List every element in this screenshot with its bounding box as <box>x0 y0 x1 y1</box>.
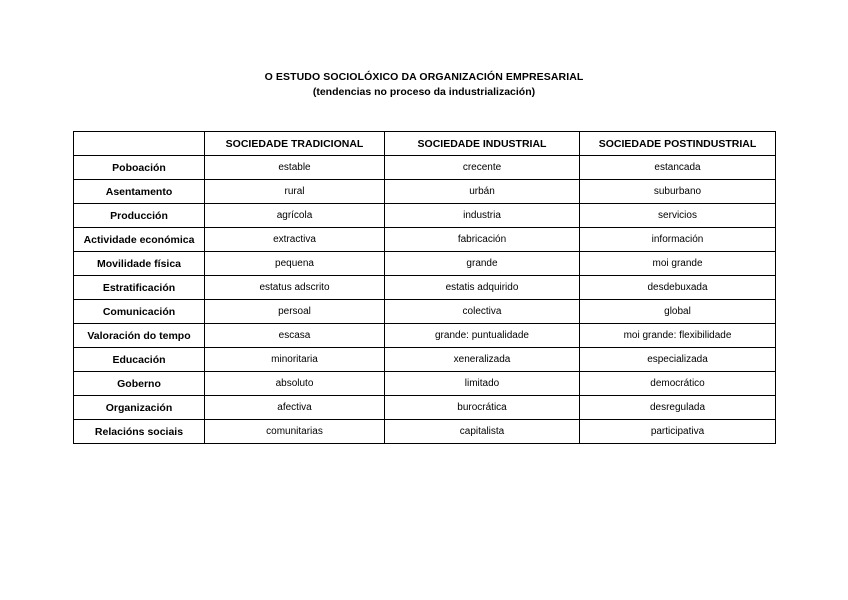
table-cell: estable <box>205 156 385 180</box>
table-cell: industria <box>385 204 580 228</box>
header-corner-cell <box>74 132 205 156</box>
row-label: Comunicación <box>74 300 205 324</box>
table-cell: pequena <box>205 252 385 276</box>
table-row <box>74 324 776 348</box>
row-label: Valoración do tempo <box>74 324 205 348</box>
table-cell: información <box>580 228 776 252</box>
table-cell: desregulada <box>580 396 776 420</box>
row-label: Actividade económica <box>74 228 205 252</box>
table-cell: especializada <box>580 348 776 372</box>
table-cell: estancada <box>580 156 776 180</box>
row-label: Asentamento <box>74 180 205 204</box>
table-cell: extractiva <box>205 228 385 252</box>
table-cell: democrático <box>580 372 776 396</box>
table-cell: moi grande: flexibilidade <box>580 324 776 348</box>
header-traditional: SOCIEDADE TRADICIONAL <box>205 132 385 156</box>
table-cell: minoritaria <box>205 348 385 372</box>
row-label: Producción <box>74 204 205 228</box>
table-row <box>74 276 776 300</box>
table-cell: comunitarias <box>205 420 385 444</box>
document-title: O ESTUDO SOCIOLÓXICO DA ORGANIZACIÓN EMPRESARIAL <box>264 71 584 83</box>
row-label: Poboación <box>74 156 205 180</box>
table-cell: global <box>580 300 776 324</box>
table-row <box>74 252 776 276</box>
table-cell: xeneralizada <box>385 348 580 372</box>
table-cell: afectiva <box>205 396 385 420</box>
table-row <box>74 372 776 396</box>
table-cell: rural <box>205 180 385 204</box>
row-label: Organización <box>74 396 205 420</box>
row-label: Goberno <box>74 372 205 396</box>
table-row <box>74 300 776 324</box>
table-row <box>74 348 776 372</box>
table-cell: agrícola <box>205 204 385 228</box>
table-cell: burocrática <box>385 396 580 420</box>
table-cell: estatis adquirido <box>385 276 580 300</box>
table-cell: moi grande <box>580 252 776 276</box>
row-label: Educación <box>74 348 205 372</box>
table-row <box>74 396 776 420</box>
table-row <box>74 156 776 180</box>
header-industrial: SOCIEDADE INDUSTRIAL <box>385 132 580 156</box>
table-cell: crecente <box>385 156 580 180</box>
table-row <box>74 228 776 252</box>
table-cell: participativa <box>580 420 776 444</box>
table-cell: suburbano <box>580 180 776 204</box>
table-row <box>74 420 776 444</box>
table-cell: limitado <box>385 372 580 396</box>
table-row <box>74 204 776 228</box>
table-cell: grande: puntualidade <box>385 324 580 348</box>
comparison-table <box>73 131 776 444</box>
table-cell: estatus adscrito <box>205 276 385 300</box>
table-cell: grande <box>385 252 580 276</box>
title-block <box>0 70 848 100</box>
table-cell: escasa <box>205 324 385 348</box>
header-postindustrial: SOCIEDADE POSTINDUSTRIAL <box>580 132 776 156</box>
row-label: Movilidade física <box>74 252 205 276</box>
table-header-row <box>74 132 776 156</box>
table-cell: colectiva <box>385 300 580 324</box>
document-subtitle: (tendencias no proceso da industrialización) <box>312 86 536 98</box>
table-cell: servicios <box>580 204 776 228</box>
table-cell: fabricación <box>385 228 580 252</box>
row-label: Relacións sociais <box>74 420 205 444</box>
table-cell: capitalista <box>385 420 580 444</box>
row-label: Estratificación <box>74 276 205 300</box>
table-cell: absoluto <box>205 372 385 396</box>
table-cell: desdebuxada <box>580 276 776 300</box>
table-cell: persoal <box>205 300 385 324</box>
table-row <box>74 180 776 204</box>
table-cell: urbán <box>385 180 580 204</box>
